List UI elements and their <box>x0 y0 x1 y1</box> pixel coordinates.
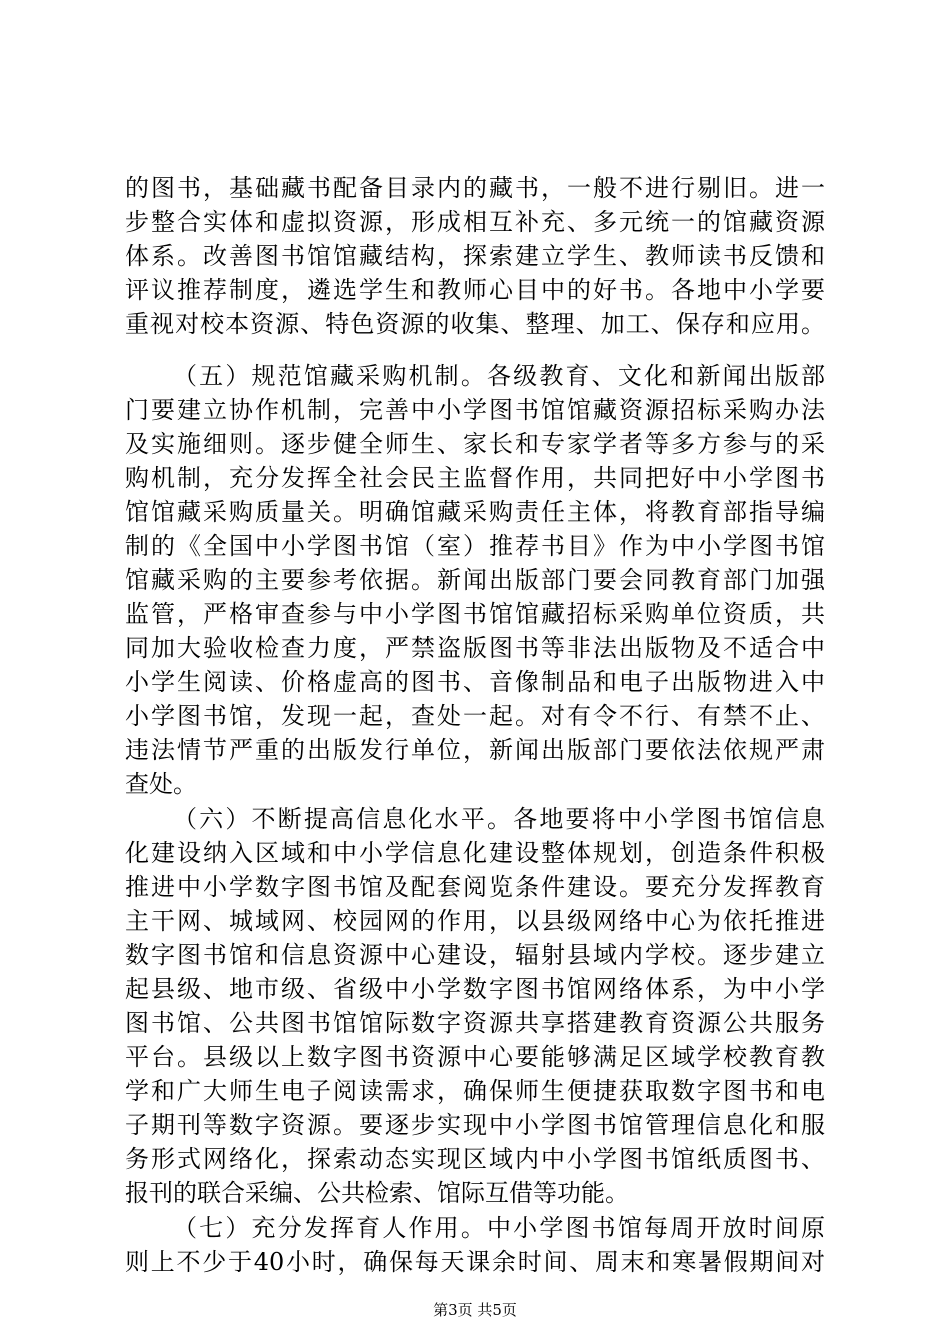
text-line: 学和广大师生电子阅读需求，确保师生便捷获取数字图书和电 <box>125 1077 825 1105</box>
text-line: 图书馆、公共图书馆馆际数字资源共享搭建教育资源公共服务 <box>125 1009 825 1037</box>
text-line: 监管，严格审查参与中小学图书馆馆藏招标采购单位资质，共 <box>125 600 825 628</box>
text-line: 评议推荐制度，遴选学生和教师心目中的好书。各地中小学要 <box>125 276 825 304</box>
text-line: 数字图书馆和信息资源中心建设，辐射县域内学校。逐步建立 <box>125 941 825 969</box>
text-line: 报刊的联合采编、公共检索、馆际互借等功能。 <box>125 1179 629 1207</box>
text-line: 推进中小学数字图书馆及配套阅览条件建设。要充分发挥教育 <box>125 873 825 901</box>
text-line: （六）不断提高信息化水平。各地要将中小学图书馆信息 <box>173 805 825 833</box>
text-line: 重视对校本资源、特色资源的收集、整理、加工、保存和应用。 <box>125 310 825 338</box>
text-line: 馆藏采购的主要参考依据。新闻出版部门要会同教育部门加强 <box>125 566 825 594</box>
text-line: 务形式网络化，探索动态实现区域内中小学图书馆纸质图书、 <box>125 1145 825 1173</box>
text-line: 小学图书馆，发现一起，查处一起。对有令不行、有禁不止、 <box>125 702 825 730</box>
text-line: 馆馆藏采购质量关。明确馆藏采购责任主体，将教育部指导编 <box>125 498 825 526</box>
text-line: （七）充分发挥育人作用。中小学图书馆每周开放时间原 <box>173 1214 825 1242</box>
text-line: （五）规范馆藏采购机制。各级教育、文化和新闻出版部 <box>173 362 825 390</box>
page-footer: 第3页 共5页 <box>433 1301 517 1319</box>
text-line: 门要建立协作机制，完善中小学图书馆馆藏资源招标采购办法 <box>125 396 825 424</box>
text-line: 起县级、地市级、省级中小学数字图书馆网络体系，为中小学 <box>125 975 825 1003</box>
text-line: 小学生阅读、价格虚高的图书、音像制品和电子出版物进入中 <box>125 668 825 696</box>
text-line: 子期刊等数字资源。要逐步实现中小学图书馆管理信息化和服 <box>125 1111 825 1139</box>
text-line: 平台。县级以上数字图书资源中心要能够满足区域学校教育教 <box>125 1043 825 1071</box>
text-line: 购机制，充分发挥全社会民主监督作用，共同把好中小学图书 <box>125 464 825 492</box>
text-line: 及实施细则。逐步健全师生、家长和专家学者等多方参与的采 <box>125 430 825 458</box>
text-line: 查处。 <box>125 770 197 798</box>
text-line: 违法情节严重的出版发行单位，新闻出版部门要依法依规严肃 <box>125 736 825 764</box>
text-line: 同加大验收检查力度，严禁盗版图书等非法出版物及不适合中 <box>125 634 825 662</box>
text-line: 的图书，基础藏书配备目录内的藏书，一般不进行剔旧。进一 <box>125 174 825 202</box>
text-line: 则上不少于40小时，确保每天课余时间、周末和寒暑假期间对 <box>125 1248 825 1276</box>
text-line: 化建设纳入区域和中小学信息化建设整体规划，创造条件积极 <box>125 839 825 867</box>
text-line: 体系。改善图书馆馆藏结构，探索建立学生、教师读书反馈和 <box>125 242 825 270</box>
text-line: 主干网、城域网、校园网的作用，以县级网络中心为依托推进 <box>125 907 825 935</box>
text-line: 制的《全国中小学图书馆（室）推荐书目》作为中小学图书馆 <box>125 532 825 560</box>
text-line: 步整合实体和虚拟资源，形成相互补充、多元统一的馆藏资源 <box>125 208 825 236</box>
